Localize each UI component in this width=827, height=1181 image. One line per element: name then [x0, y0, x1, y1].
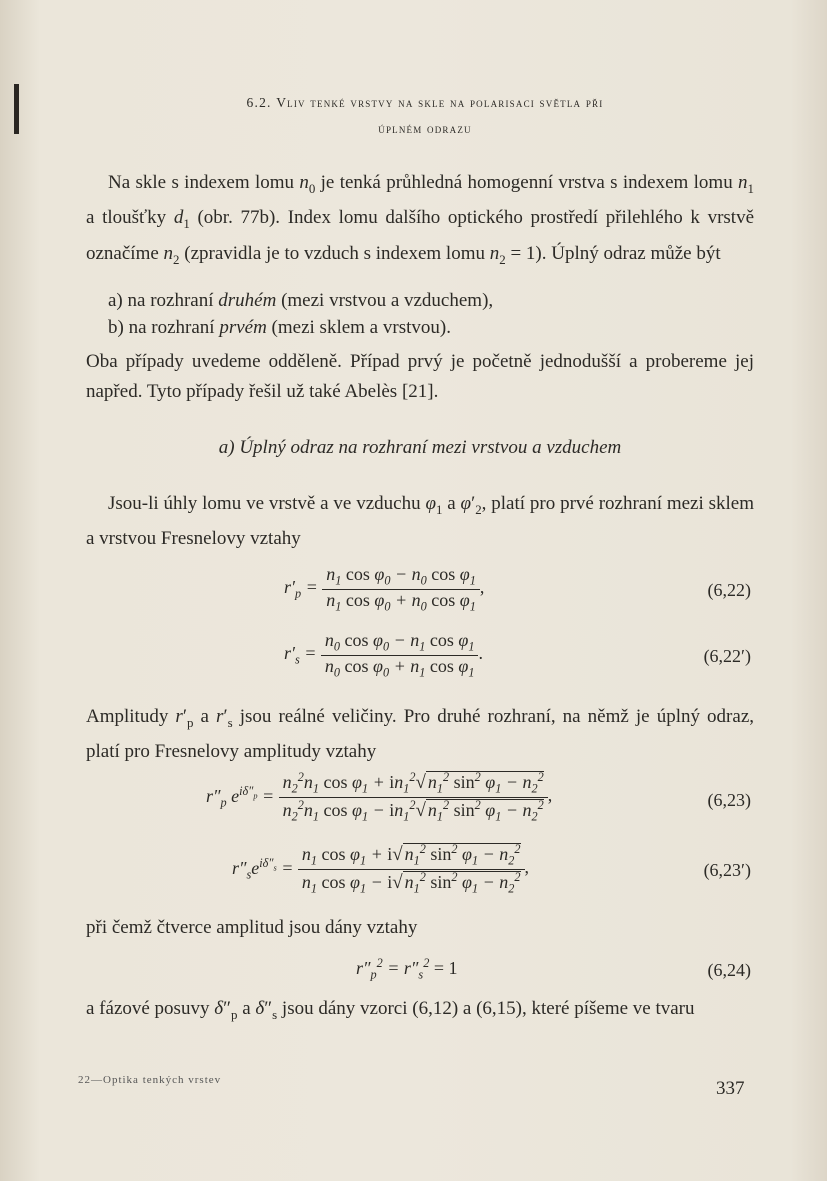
case-a: a) na rozhraní druhém (mezi vrstvou a vzduchem),	[108, 290, 494, 311]
paragraph-2: Oba případy uvedeme odděleně. Případ prvý je početně jednodušší a probereme jej napřed. Tyto případy řešil už také Abelès [21].	[86, 351, 754, 402]
case-b: b) na rozhraní prvém (mezi sklem a vrstvou).	[108, 317, 451, 338]
equation-6-22-prime: $r'_s$ = $\frac{n_0 \cos \varphi_0 - n_1 \cos \varphi_1}{n_0 \cos \varphi_0 + n_1 \cos \varphi_1}$ .	[284, 630, 483, 680]
page-number: 337	[716, 1078, 745, 1099]
intro-paragraph: Na skle s indexem lomu $n_0$ je tenká průhledná homogenní vrstva s indexem lomu $n_1$ a tloušťky $d_1$ (obr. 77b). Index lomu dalšího optického prostředí přilehlého k vrstvě označíme $n_2$ (zpravidla je to vzduch s indexem lomu $n_2 = 1$). Úplný odraz může být	[86, 172, 754, 267]
subsection-heading: a) Úplný odraz na rozhraní mezi vrstvou a vzduchem	[218, 437, 622, 458]
equation-number: (6,23′)	[703, 860, 751, 880]
page-footer: 22—Optika tenkých vrstev	[78, 1074, 222, 1086]
equation-number: (6,24)	[707, 960, 751, 980]
section-title-line1: Vliv tenké vrstvy na skle na polarisaci světla při	[276, 95, 604, 110]
paragraph-5: při čemž čtverce amplitud jsou dány vztahy	[86, 917, 418, 938]
paragraph-4: Amplitudy $r'_p$ a $r'_s$ jsou reálné veličiny. Pro druhé rozhraní, na němž je úplný odraz, platí pro Fresnelovy amplitudy vztahy	[86, 706, 754, 763]
binding-mark	[14, 84, 19, 134]
equation-6-24: $r''_p^2 = r''_s^2 = 1$	[356, 956, 458, 982]
section-number: 6.2.	[246, 95, 272, 110]
equation-6-23-prime: $r''_se^{i\delta''_s}$ = $\frac{n_1 \cos \varphi_1 + i√ n_1^2 \sin^2 \varphi_1 - n_2^2}{n_1 \cos \varphi_1 - i√ n_1^2 \sin^2 \varphi_1 - n_2^2}$ ,	[232, 842, 530, 896]
paragraph-3: Jsou-li úhly lomu ve vrstvě a ve vzduchu $\varphi_1$ a $\varphi'_2$, platí pro prvé rozhraní mezi sklem a vrstvou Fresnelovy vztahy	[86, 493, 755, 550]
equation-6-22: $r'_p$ = $\frac{n_1 \cos \varphi_0 - n_0 \cos \varphi_1}{n_1 \cos \varphi_0 + n_0 \cos \varphi_1}$ ,	[284, 564, 485, 614]
equation-6-23: $r''_p$ $e^{i\delta''_p}$ = $\frac{n_2^2n_1 \cos \varphi_1 + in_1^2√ n_1^2 \sin^2 \varphi_1 - n_2^2}{n_2^2n_1 \cos \varphi_1 - in_1^2√ n_1^2 \sin^2 \varphi_1 - n_2^2}$ ,	[206, 770, 553, 824]
section-title-line2: úplném odrazu	[378, 121, 472, 136]
section-heading	[80, 90, 770, 142]
equation-number: (6,23)	[707, 790, 751, 810]
equation-number: (6,22)	[707, 580, 751, 600]
paragraph-6: a fázové posuvy $\delta''_p$ a $\delta''_s$ jsou dány vzorci (6,12) a (6,15), které píšeme ve tvaru	[86, 998, 695, 1022]
equation-number: (6,22′)	[703, 646, 751, 666]
